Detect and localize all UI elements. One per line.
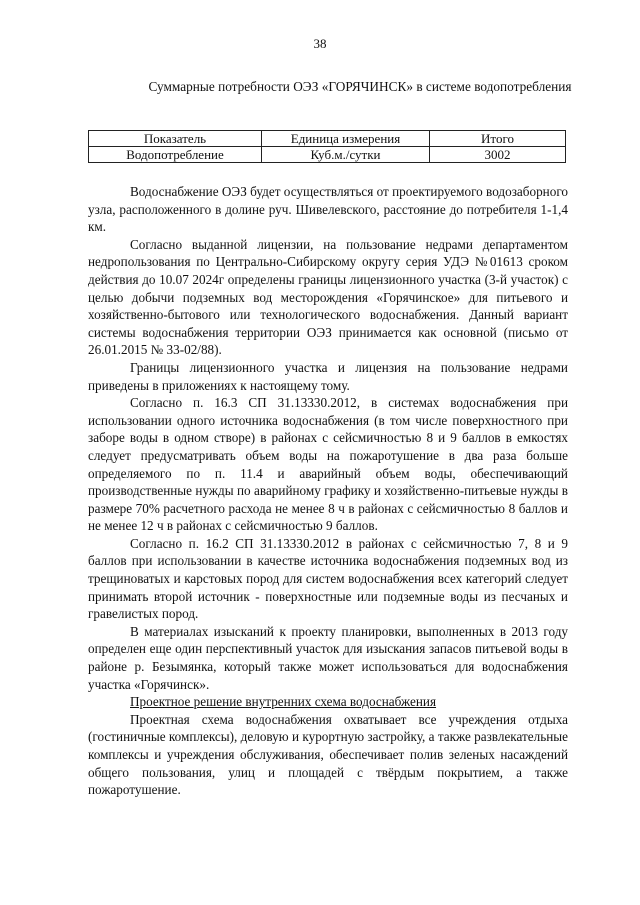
paragraph: Согласно п. 16.2 СП 31.13330.2012 в районах с сейсмичностью 7, 8 и 9 баллов при использовании в качестве источника водоснабжения подземных вод из трещиноватых и карстовых пород для систем водоснабжения всех категорий следует принимать второй источник - поверхностные или подземные воды из песчаных и гравелистых пород. [88, 535, 568, 622]
paragraph: В материалах изысканий к проекту планировки, выполненных в 2013 году определен еще один перспективный участок для изыскания запасов питьевой воды в районе р. Безымянка, который также может использоваться для водоснабжения участка «Горячинск». [88, 623, 568, 692]
table-row [89, 147, 566, 163]
page-number: 38 [313, 36, 327, 51]
table-header-row [89, 131, 566, 147]
table-header-cell: Показатель [89, 131, 262, 147]
section-heading: Проектное решение внутренних схема водоснабжения [130, 694, 437, 710]
table-cell: Водопотребление [89, 147, 262, 163]
paragraph: Проектная схема водоснабжения охватывает все учреждения отдыха (гостиничные комплексы), деловую и курортную застройку, а также развлекательные комплексы и учреждения обслуживания, обеспечивает полив зеленых насаждений общего пользования, улиц и площадей с твёрдым покрытием, а также пожаротушение. [88, 711, 568, 798]
table-cell: 3002 [430, 147, 566, 163]
paragraph: Границы лицензионного участка и лицензия на пользование недрами приведены в приложениях к настоящему тому. [88, 359, 568, 393]
paragraph: Водоснабжение ОЭЗ будет осуществляться от проектируемого водозаборного узла, расположенного в долине руч. Шивелевского, расстояние до потребителя 1-1,4 км. [88, 184, 568, 235]
table-header-cell: Итого [430, 131, 566, 147]
paragraph: Согласно выданной лицензии, на пользование недрами департаментом недропользования по Центрально-Сибирскому округу серия УДЭ №01613 сроком действия до 10.07 2024г определены границы лицензионного участка (3-й участок) с целью добычи подземных вод месторождения «Горячинское» для питьевого и хозяйственно-бытового или технологического водоснабжения. Данный вариант системы водоснабжения территории ОЭЗ принимается как основной (письмо от 26.01.2015 № 33-02/88). [88, 236, 568, 358]
table-cell: Куб.м./сутки [262, 147, 430, 163]
table-caption: Суммарные потребности ОЭЗ «ГОРЯЧИНСК» в системе водопотребления [148, 79, 572, 94]
paragraph: Согласно п. 16.3 СП 31.13330.2012, в системах водоснабжения при использовании одного источника водоснабжения (в том числе поверхностного при заборе воды в одном створе) в районах с сейсмичностью 8 и 9 баллов в емкостях следует предусматривать объем воды на пожаротушение в два раза больше определяемого по п. 11.4 и аварийный объем воды, обеспечивающий производственные нужды по аварийному графику и хозяйственно-питьевые нужды в размере 70% расчетного расхода не менее 8 ч в районах с сейсмичностью 8 баллов и не менее 12 ч в районах с сейсмичностью 9 баллов. [88, 395, 568, 534]
table-header-cell: Единица измерения [262, 131, 430, 147]
water-consumption-table [88, 130, 566, 163]
document-body [88, 183, 568, 799]
